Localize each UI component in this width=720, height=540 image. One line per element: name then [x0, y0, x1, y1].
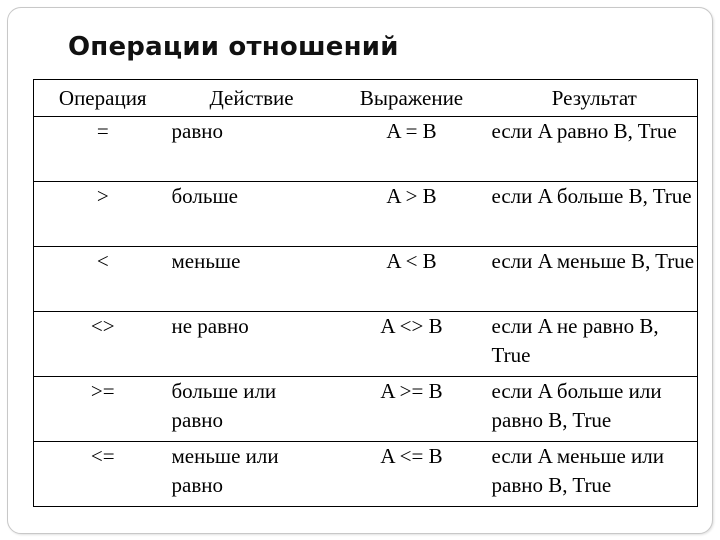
cell-expression: A < B: [332, 247, 492, 312]
table-row: [34, 182, 698, 247]
table-row: [34, 377, 698, 442]
cell-operation: <=: [34, 442, 172, 507]
header-result: Результат: [492, 80, 698, 117]
cell-operation: >=: [34, 377, 172, 442]
header-action: Действие: [172, 80, 332, 117]
cell-result: если A меньше или равно B, True: [492, 442, 698, 507]
cell-result: если A равно B, True: [492, 117, 698, 182]
table-row: [34, 117, 698, 182]
table-row: [34, 312, 698, 377]
table-row: [34, 442, 698, 507]
header-expression: Выражение: [332, 80, 492, 117]
cell-action: меньше или равно: [172, 442, 332, 507]
cell-operation: =: [34, 117, 172, 182]
cell-action: больше или равно: [172, 377, 332, 442]
cell-action: меньше: [172, 247, 332, 312]
cell-expression: A >= B: [332, 377, 492, 442]
header-operation: Операция: [34, 80, 172, 117]
slide-frame: [7, 7, 713, 534]
cell-operation: <>: [34, 312, 172, 377]
slide-title: Операции отношений: [68, 32, 399, 62]
cell-expression: A = B: [332, 117, 492, 182]
cell-action: больше: [172, 182, 332, 247]
table-row: [34, 247, 698, 312]
cell-expression: A <= B: [332, 442, 492, 507]
cell-result: если A больше или равно B, True: [492, 377, 698, 442]
cell-operation: >: [34, 182, 172, 247]
table-header-row: [34, 80, 698, 117]
cell-expression: A <> B: [332, 312, 492, 377]
cell-expression: A > B: [332, 182, 492, 247]
cell-action: равно: [172, 117, 332, 182]
cell-result: если A больше B, True: [492, 182, 698, 247]
cell-operation: <: [34, 247, 172, 312]
cell-action: не равно: [172, 312, 332, 377]
cell-result: если A меньше B, True: [492, 247, 698, 312]
relational-operations-table: [33, 79, 698, 507]
cell-result: если A не равно B, True: [492, 312, 698, 377]
